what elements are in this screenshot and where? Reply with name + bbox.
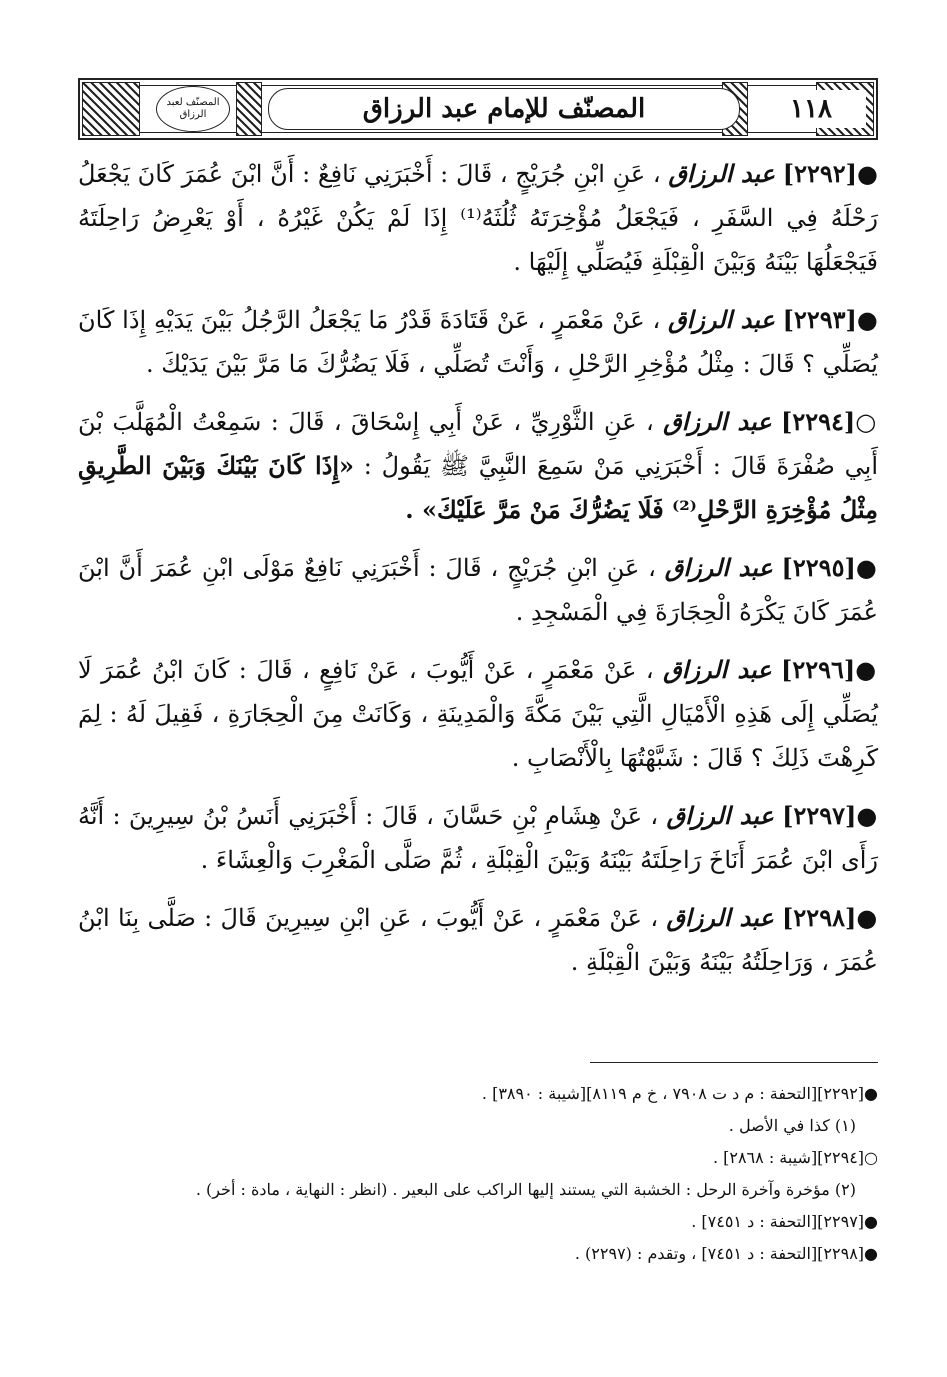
hadith-2293 bbox=[78, 298, 878, 386]
hadith-author: عبد الرزاق bbox=[668, 159, 775, 188]
footnote: ●[٢٢٩٧][التحفة : د ٧٤٥١] . bbox=[691, 1212, 878, 1231]
hadith-number: [٢٢٩٧] bbox=[782, 801, 857, 830]
footnote: ●[٢٢٩٨][التحفة : د ٧٤٥١] ، وتقدم : (٢٢٩٧) . bbox=[574, 1244, 878, 1263]
hadith-number: [٢٢٩٢] bbox=[782, 159, 857, 188]
footnote: ○[٢٢٩٤][شيبة : ٢٨٦٨] . bbox=[712, 1148, 878, 1167]
hadith-2294 bbox=[78, 400, 878, 532]
title-cartouche bbox=[268, 88, 740, 130]
hadith-number: [٢٢٩٦] bbox=[780, 655, 856, 684]
hadith-author: عبد الرزاق bbox=[666, 801, 774, 830]
hadith-marker: ● bbox=[856, 903, 878, 932]
hadith-marker: ● bbox=[855, 655, 878, 684]
hadith-number: [٢٢٩٣] bbox=[782, 305, 857, 334]
hadith-2295 bbox=[78, 546, 878, 634]
book-title: المصنّف للإمام عبد الرزاق bbox=[362, 94, 646, 124]
footnote: ●[٢٢٩٢][التحفة : م د ت ٧٩٠٨ ، خ م ٨١١٩][شيبة : ٣٨٩٠] . bbox=[481, 1084, 878, 1103]
hadith-author: عبد الرزاق bbox=[663, 655, 772, 684]
page-header bbox=[78, 78, 878, 140]
ornament-mid-left bbox=[236, 82, 262, 136]
footnote: (٢) مؤخرة وآخرة الرحل : الخشبة التي يستند إليها الراكب على البعير . (انظر : النهاية ، مادة : أخر) . bbox=[195, 1180, 856, 1199]
footnotes bbox=[78, 1078, 878, 1270]
hadith-marker: ● bbox=[856, 801, 878, 830]
hadith-author: عبد الرزاق bbox=[663, 407, 772, 436]
footnote: (١) كذا في الأصل . bbox=[728, 1116, 856, 1135]
hadith-2296 bbox=[78, 648, 878, 780]
hadith-text: ، عَنْ هِشَامِ بْنِ حَسَّانَ ، قَالَ : أَخْبَرَنِي أَنَسُ بْنُ سِيرِينَ : أَنَّهُ رَأَى ابْنَ عُمَرَ أَنَاخَ رَاحِلَتَهُ بَيْنَهُ وَبَيْنَ الْقِبْلَةِ ، ثُمَّ صَلَّى الْمَغْرِبَ وَالْعِشَاءَ . bbox=[78, 802, 878, 874]
footnote-separator bbox=[590, 1062, 878, 1063]
hadith-text: ، عَنِ ابْنِ جُرَيْجٍ ، قَالَ : أَخْبَرَنِي نَافِعٌ مَوْلَى ابْنِ عُمَرَ أَنَّ ابْنَ عُمَرَ كَانَ يَكْرَهُ الْحِجَارَةَ فِي الْمَسْجِدِ . bbox=[78, 554, 878, 626]
hadith-2298 bbox=[78, 896, 878, 984]
prophetic-quote: «إِذَا كَانَ بَيْنَكَ وَبَيْنَ الطَّرِيقِ مِثْلُ مُؤْخِرَةِ الرَّحْلِ⁽²⁾ فَلَا يَضُرُّكَ مَنْ مَرَّ عَلَيْكَ» . bbox=[78, 451, 878, 524]
hadith-marker: ○ bbox=[855, 407, 878, 436]
hadith-text: ، عَنْ مَعْمَرٍ ، عَنْ قَتَادَةَ قَدْرُ مَا يَجْعَلُ الرَّجُلُ بَيْنَ يَدَيْهِ إِذَا كَانَ يُصَلِّي ؟ قَالَ : مِثْلُ مُؤْخِرِ الرَّحْلِ ، وَأَنْتَ تُصَلِّي ، فَلَا يَضُرُّكَ مَا مَرَّ بَيْنَ يَدَيْكَ . bbox=[78, 306, 878, 378]
hadith-text: ، عَنِ الثَّوْرِيِّ ، عَنْ أَبِي إِسْحَاقَ ، قَالَ : سَمِعْتُ الْمُهَلَّبَ بْنَ أَبِي صُفْرَةَ قَالَ : أَخْبَرَنِي مَنْ سَمِعَ النَّبِيَّ ﷺ يَقُولُ : bbox=[78, 408, 878, 480]
hadith-marker: ● bbox=[856, 305, 878, 334]
hadith-list bbox=[78, 152, 878, 998]
hadith-number: [٢٢٩٤] bbox=[780, 407, 856, 436]
hadith-text: ، عَنْ مَعْمَرٍ ، عَنْ أَيُّوبَ ، عَنْ نَافِعٍ ، قَالَ : كَانَ ابْنُ عُمَرَ لَا يُصَلِّي إِلَى هَذِهِ الْأَمْيَالِ الَّتِي بَيْنَ مَكَّةَ وَالْمَدِينَةِ ، وَكَانَتْ مِنَ الْحِجَارَةِ ، فَقِيلَ لَهُ : لِمَ كَرِهْتَ ذَلِكَ ؟ قَالَ : شَبَّهْتُهَا بِالْأَنْصَابِ . bbox=[78, 656, 878, 772]
hadith-number: [٢٢٩٨] bbox=[782, 903, 857, 932]
hadith-author: عبد الرزاق bbox=[668, 305, 775, 334]
hadith-author: عبد الرزاق bbox=[664, 553, 773, 582]
hadith-author: عبد الرزاق bbox=[666, 903, 774, 932]
hadith-2297 bbox=[78, 794, 878, 882]
hadith-text: ، عَنْ مَعْمَرٍ ، عَنْ أَيُّوبَ ، عَنِ ابْنِ سِيرِينَ قَالَ : صَلَّى بِنَا ابْنُ عُمَرَ ، وَرَاحِلَتُهُ بَيْنَهُ وَبَيْنَ الْقِبْلَةِ . bbox=[78, 904, 878, 976]
page-number: ١١٨ bbox=[756, 90, 866, 128]
book-medallion-logo: المصنّف لعبد الرزاق bbox=[156, 86, 230, 132]
hadith-text: ، عَنِ ابْنِ جُرَيْجٍ ، قَالَ : أَخْبَرَنِي نَافِعٌ : أَنَّ ابْنَ عُمَرَ كَانَ يَجْعَلُ رَحْلَهُ فِي السَّفَرِ ، فَيَجْعَلُ مُؤْخِرَتَهُ ثُلُثَهُ⁽¹⁾ إِذَا لَمْ يَكُنْ غَيْرُهُ ، أَوْ يَعْرِضُ رَاحِلَتَهُ فَيَجْعَلُهَا بَيْنَهُ وَبَيْنَ الْقِبْلَةِ فَيُصَلِّي إِلَيْهَا . bbox=[78, 160, 878, 276]
hadith-number: [٢٢٩٥] bbox=[781, 553, 856, 582]
hadith-marker: ● bbox=[856, 159, 878, 188]
ornament-left bbox=[82, 82, 140, 136]
hadith-2292 bbox=[78, 152, 878, 284]
hadith-marker: ● bbox=[855, 553, 878, 582]
